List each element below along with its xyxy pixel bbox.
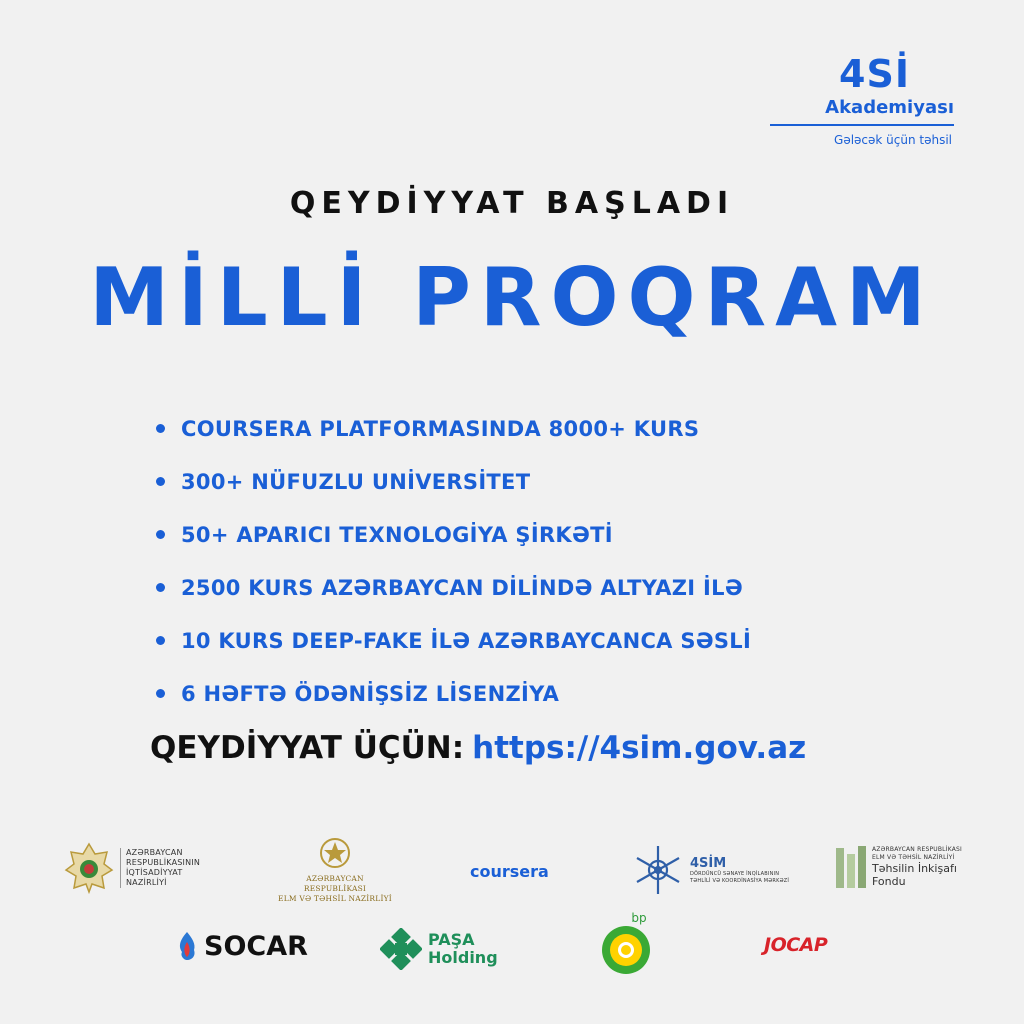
logo-pasha-holding: PAŞA Holding [380, 928, 498, 970]
registration-link[interactable]: https://4sim.gov.az [472, 730, 807, 766]
bullet-icon [156, 689, 165, 698]
brand-tagline: Gələcək üçün təhsil [834, 133, 952, 147]
registration-line [150, 730, 806, 766]
logo-coursera: coursera [470, 862, 549, 881]
bullet-icon [156, 583, 165, 592]
bullet-icon [156, 636, 165, 645]
logo-4sim: 4SİM DÖRDÜNCÜ SƏNAYE İNQİLABININ TƏHLİLİ VƏ KOORDİNASİYA MƏRKƏZİ [630, 842, 789, 898]
bullet-icon [156, 424, 165, 433]
list-item: 6 HƏFTƏ ÖDƏNİŞSİZ LİSENZİYA [156, 667, 751, 720]
helios-icon [600, 924, 652, 976]
registration-label: QEYDİYYAT ÜÇÜN: [150, 730, 465, 766]
list-item: 10 KURS DEEP-FAKE İLƏ AZƏRBAYCANCA SƏSLİ [156, 614, 751, 667]
fund-icon [834, 844, 868, 890]
headline: QEYDİYYAT BAŞLADI [289, 186, 735, 221]
brand-logo [770, 52, 956, 147]
logo-bp: bp [600, 912, 652, 976]
feature-list [156, 402, 751, 720]
brand-name: 4Sİ [839, 52, 910, 96]
pasha-star-icon [380, 928, 422, 970]
list-item: COURSERA PLATFORMASINDA 8000+ KURS [156, 402, 751, 455]
list-item: 2500 KURS AZƏRBAYCAN DİLİNDƏ ALTYAZI İLƏ [156, 561, 751, 614]
logo-science-ministry: AZƏRBAYCAN RESPUBLİKASI ELM VƏ TƏHSİL NAZİRLİYİ [276, 836, 394, 904]
brand-subtitle: Akademiyası [825, 97, 954, 118]
ministry-seal-icon [318, 836, 352, 872]
list-item: 300+ NÜFUZLU UNİVERSİTET [156, 455, 751, 508]
snowflake-icon [630, 842, 686, 898]
logo-jocap: JOCAP [764, 934, 828, 956]
bullet-icon [156, 530, 165, 539]
logo-economy-ministry: AZƏRBAYCAN RESPUBLİKASININ İQTİSADİYYAT NAZİRLİYİ [64, 842, 200, 894]
logo-socar: SOCAR [176, 930, 308, 962]
brand-divider [770, 124, 954, 126]
page-title: MİLLİ PROQRAM [89, 251, 935, 344]
bullet-icon [156, 477, 165, 486]
flame-icon [176, 930, 198, 962]
list-item: 50+ APARICI TEXNOLOGİYA ŞİRKƏTİ [156, 508, 751, 561]
logo-education-fund: AZƏRBAYCAN RESPUBLİKASI ELM VƏ TƏHSİL NAZİRLİYİ Təhsilin İnkişafı Fondu [834, 844, 962, 890]
state-emblem-icon [64, 842, 114, 894]
